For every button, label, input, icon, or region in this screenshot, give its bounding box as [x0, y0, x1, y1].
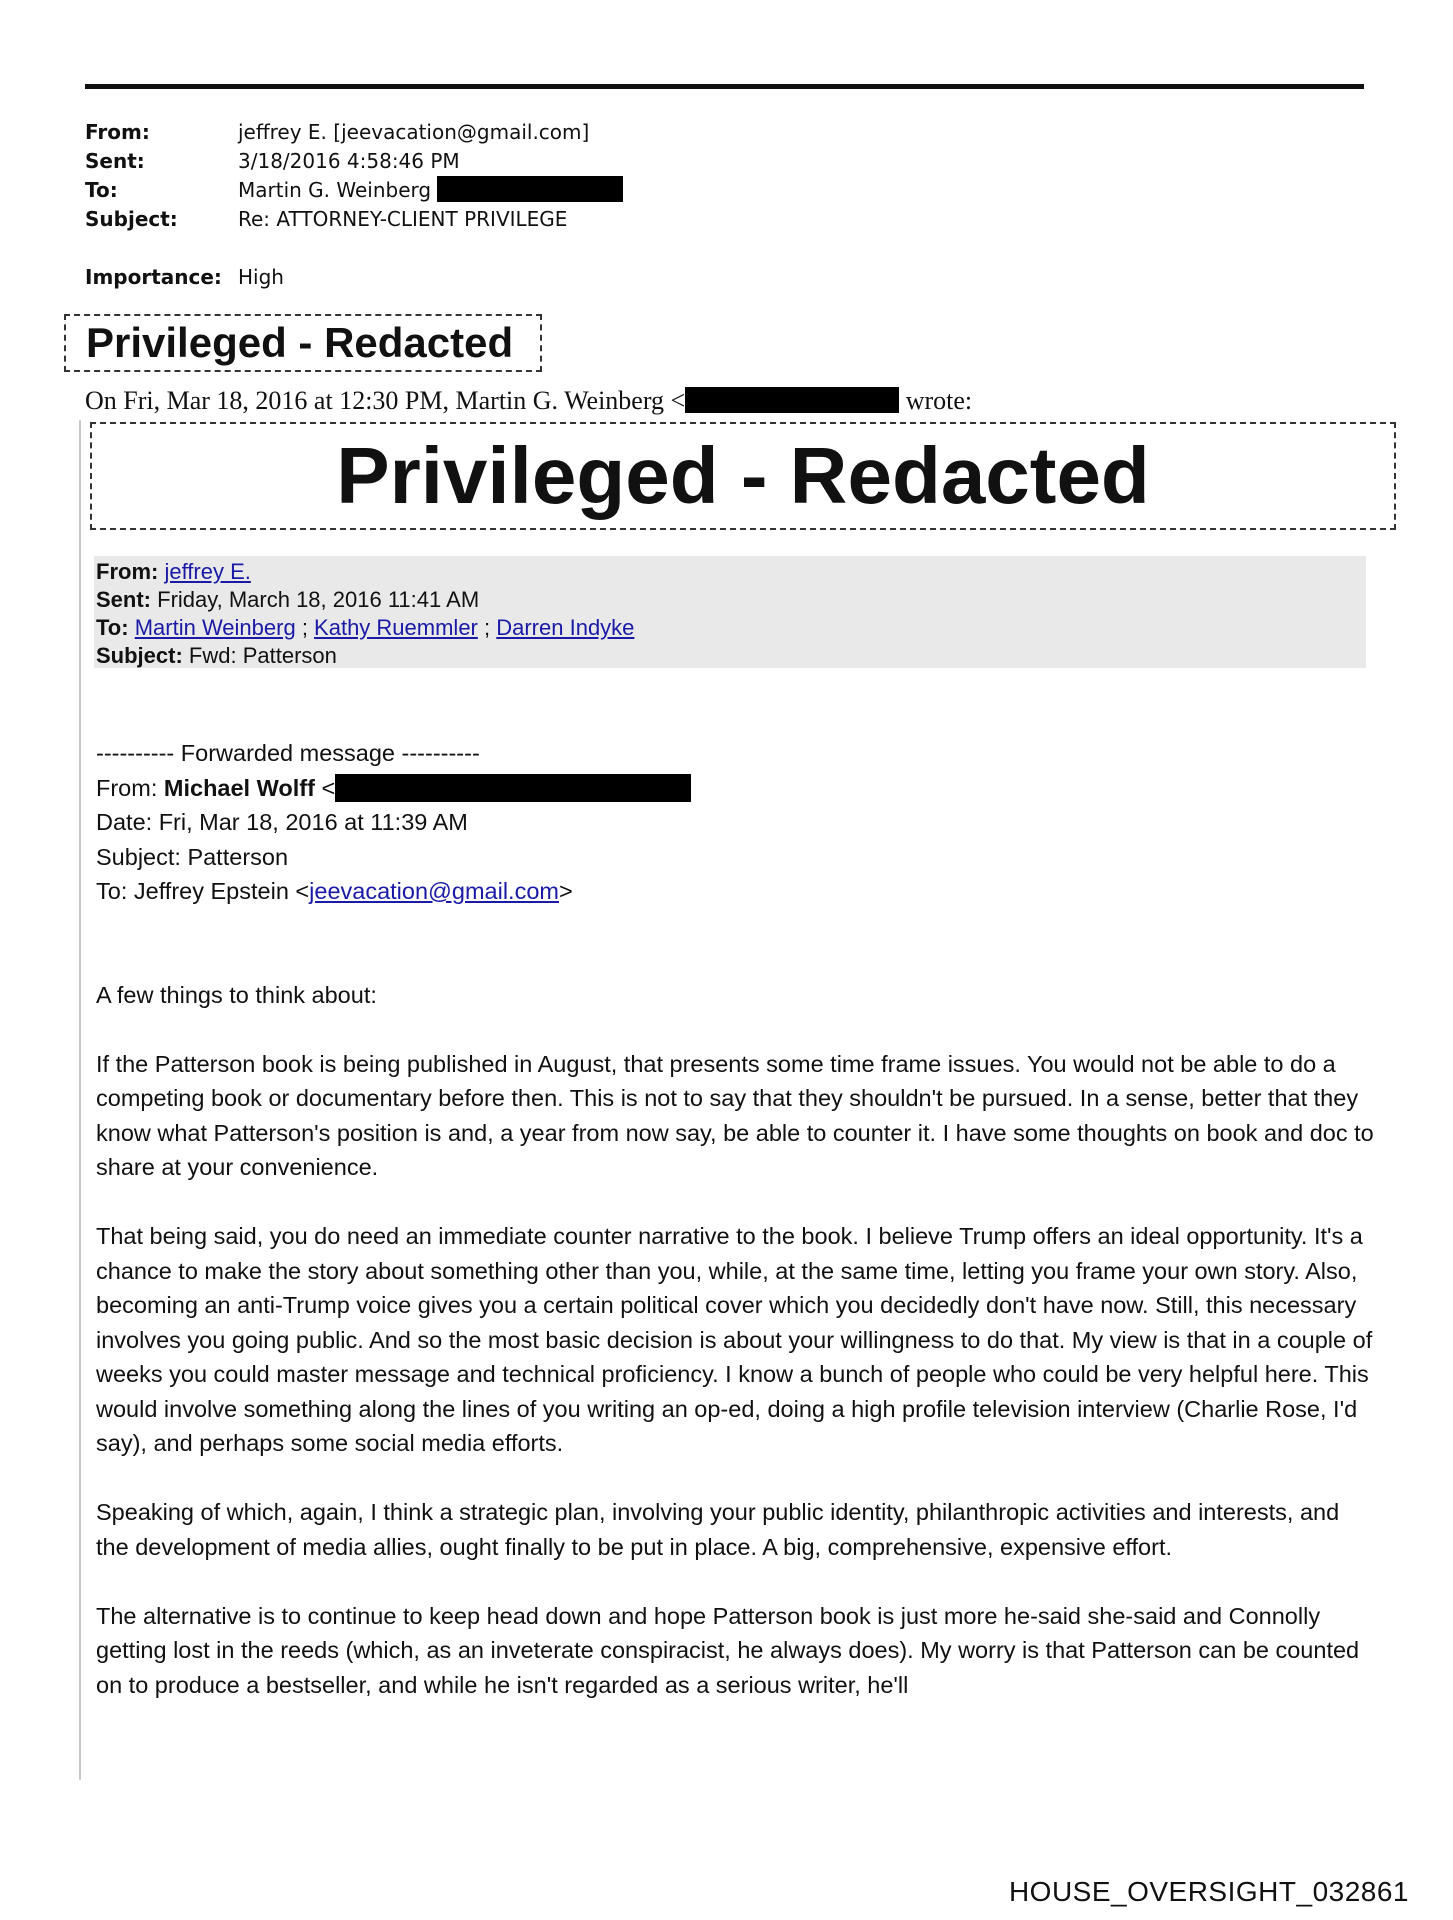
- importance-label: Importance:: [85, 265, 222, 289]
- header-sent-row: [85, 147, 623, 176]
- quote-bar: [79, 420, 81, 1780]
- fwd-to-label: To:: [96, 615, 129, 640]
- body-paragraph-1: If the Patterson book is being published in August, that presents some time frame issues. You would not be able to do a competing book or documentary before then. This is not to say that they shouldn't be pursued. In a sense, better that they know what Patterson's position is and, a year from now say, be able to counter it. I have some thoughts on book and doc to share at your convenience.: [96, 1050, 1374, 1180]
- fwd-sent-label: Sent:: [96, 587, 151, 612]
- attribution-suffix: wrote:: [905, 386, 973, 415]
- body-paragraph-3: Speaking of which, again, I think a strategic plan, involving your public identity, philanthropic activities and interests, and the development of media allies, ought finally to be put in place. A big, comprehensive, expensive effort.: [96, 1499, 1340, 1560]
- fwd-sent-value: Friday, March 18, 2016 11:41 AM: [157, 587, 480, 612]
- message-body: [96, 736, 1376, 1702]
- fwd-to-link-2[interactable]: Kathy Ruemmler: [314, 615, 478, 640]
- header-subject-row: [85, 205, 623, 234]
- forwarded-from-label: From:: [96, 774, 164, 801]
- header-from-row: [85, 118, 623, 147]
- fwd-to-row: [96, 614, 1366, 642]
- redaction-box: [335, 774, 691, 802]
- attribution-prefix: On Fri, Mar 18, 2016 at 12:30 PM, Martin G. Weinberg <: [85, 386, 686, 415]
- forwarded-from: [96, 771, 1376, 806]
- fwd-subject-row: [96, 642, 1366, 670]
- importance-value: High: [238, 265, 284, 289]
- forwarded-to: [96, 874, 1376, 909]
- to-value: [238, 176, 623, 205]
- redaction-box: [437, 176, 623, 202]
- fwd-from-row: [96, 558, 1366, 586]
- forwarded-from-bracket: <: [314, 774, 336, 801]
- forwarded-to-email-link[interactable]: jeevacation@gmail.com: [309, 878, 559, 904]
- to-label: To:: [85, 178, 118, 202]
- from-label: From:: [85, 120, 150, 144]
- fwd-from-label: From:: [96, 559, 159, 584]
- fwd-to-link-1[interactable]: Martin Weinberg: [134, 615, 296, 640]
- fwd-from-link[interactable]: jeffrey E.: [164, 559, 251, 584]
- separator: ;: [295, 615, 315, 640]
- from-value: jeffrey E. [jeevacation@gmail.com]: [238, 120, 590, 144]
- redaction-box: [685, 387, 899, 413]
- forwarded-from-name: Michael Wolff: [163, 774, 315, 801]
- fwd-sent-row: [96, 586, 1366, 614]
- forwarded-to-prefix: To: Jeffrey Epstein <: [96, 878, 310, 904]
- reply-attribution: [85, 386, 972, 416]
- privileged-redacted-stamp-small: Privileged - Redacted: [64, 314, 542, 372]
- header-to-row: [85, 176, 623, 205]
- separator: ;: [477, 615, 497, 640]
- forwarded-to-suffix: >: [558, 878, 573, 904]
- top-rule: [85, 84, 1364, 89]
- body-paragraph-4: The alternative is to continue to keep head down and hope Patterson book is just more he-said she-said and Connolly getting lost in the reeds (which, as an inveterate conspiracist, he always does). My worry is that Patterson can be counted on to produce a bestseller, and while he isn't regarded as a serious writer, he'll: [96, 1602, 1360, 1698]
- email-header: [85, 118, 623, 292]
- body-intro: A few things to think about:: [96, 981, 377, 1008]
- privileged-redacted-stamp-large: Privileged - Redacted: [90, 422, 1396, 530]
- subject-value: Re: ATTORNEY-CLIENT PRIVILEGE: [238, 207, 568, 231]
- forward-header-block: [94, 556, 1366, 668]
- bates-number: HOUSE_OVERSIGHT_032861: [1008, 1876, 1409, 1907]
- fwd-subject-label: Subject:: [96, 643, 183, 668]
- subject-label: Subject:: [85, 207, 178, 231]
- fwd-subject-value: Fwd: Patterson: [188, 643, 337, 668]
- header-importance-row: [85, 263, 623, 292]
- forwarded-date: Date: Fri, Mar 18, 2016 at 11:39 AM: [96, 809, 468, 835]
- forwarded-banner: ---------- Forwarded message ----------: [96, 740, 480, 766]
- sent-label: Sent:: [85, 149, 145, 173]
- body-paragraph-2: That being said, you do need an immediate counter narrative to the book. I believe Trump offers an ideal opportunity. It's a chance to make the story about something other than you, while, at the same time, letting you frame your own story. Also, becoming an anti-Trump voice gives you a certain political cover which you decidedly don't have now. Still, this necessary involves you going public. And so the most basic decision is about your willingness to do that. My view is that in a couple of weeks you could master message and technical proficiency. I know a bunch of people who could be very helpful here. This would involve something along the lines of you writing an op-ed, doing a high profile television interview (Charlie Rose, I'd say), and perhaps some social media efforts.: [96, 1223, 1373, 1456]
- sent-value: 3/18/2016 4:58:46 PM: [238, 149, 460, 173]
- to-name: Martin G. Weinberg: [238, 178, 432, 202]
- forwarded-subject: Subject: Patterson: [96, 843, 289, 870]
- fwd-to-link-3[interactable]: Darren Indyke: [496, 615, 635, 640]
